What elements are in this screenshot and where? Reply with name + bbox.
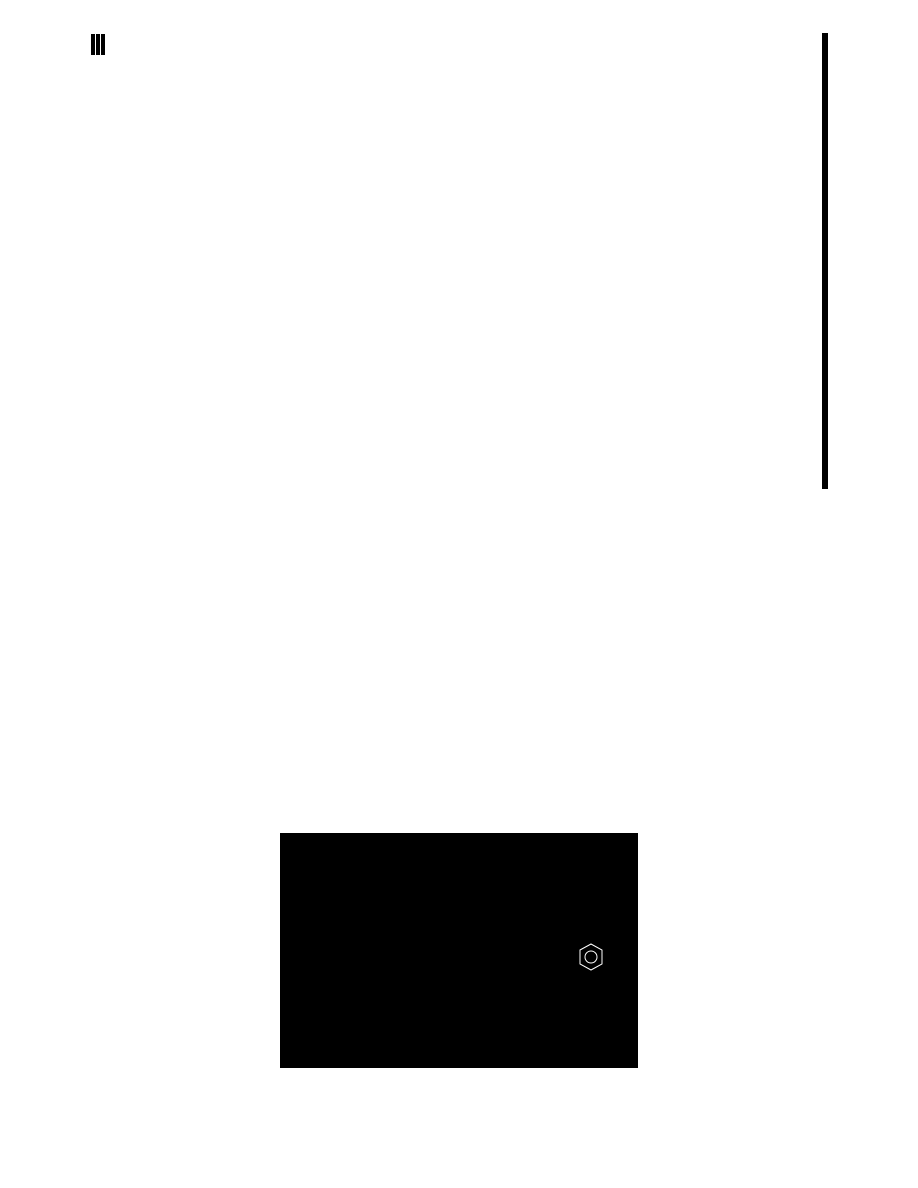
table-header-row (91, 34, 106, 56)
table-right-bar (822, 33, 828, 489)
hex-nut (580, 944, 602, 970)
bolt-identification-figure (280, 833, 638, 1068)
header-metric (101, 34, 106, 56)
conversion-table (90, 33, 106, 56)
bolt-illustration (280, 833, 638, 1068)
